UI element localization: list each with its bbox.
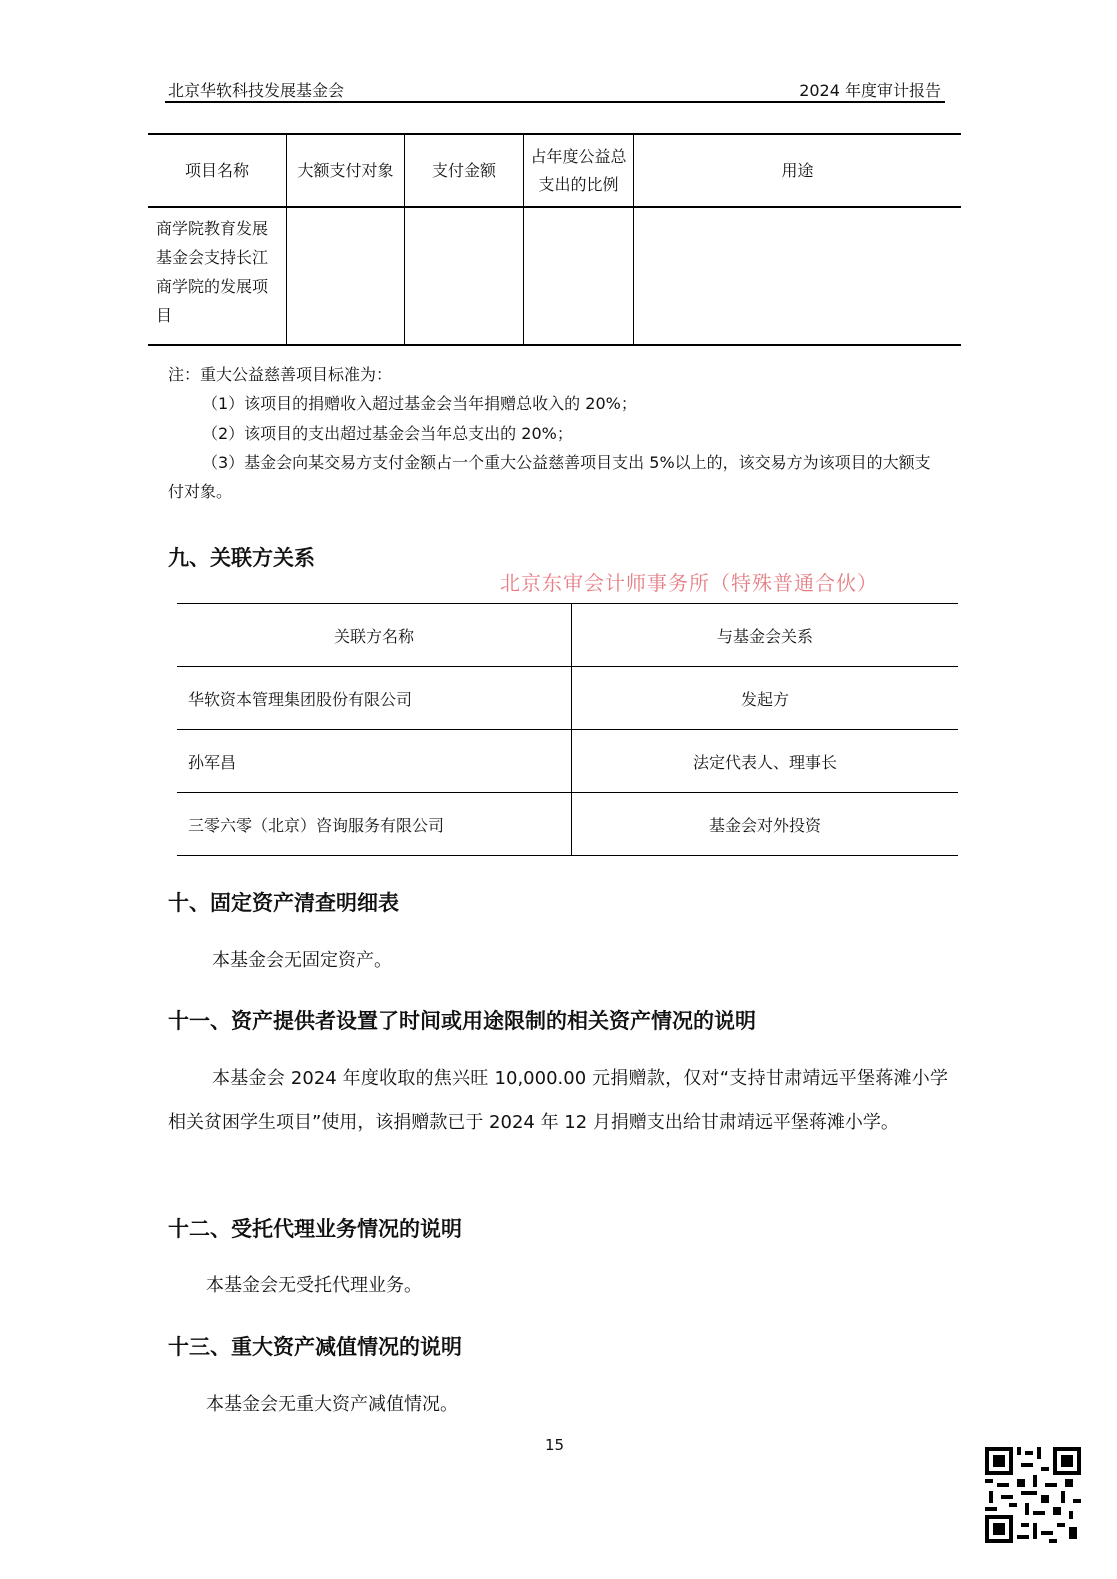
section-text: 本基金会 2024 年度收取的焦兴旺 10,000.00 元捐赠款，仅对“支持甘肃靖远平堡蒋滩小学相关贫困学生项目”使用，该捐赠款已于 2024 年 12 月捐赠支出给甘肃靖远平堡蒋滩小学。 bbox=[168, 1068, 948, 1133]
table-row bbox=[148, 207, 961, 345]
note-item: （1）该项目的捐赠收入超过基金会当年捐赠总收入的 20%； bbox=[202, 394, 637, 413]
cell: 法定代表人、理事长 bbox=[572, 730, 959, 793]
major-project-table bbox=[148, 133, 961, 346]
table-header-row bbox=[148, 134, 961, 207]
cell: 孙军昌 bbox=[177, 730, 572, 793]
section-heading: 九、关联方关系 bbox=[168, 545, 315, 570]
cell: 三零六零（北京）咨询服务有限公司 bbox=[177, 793, 572, 856]
cell bbox=[287, 207, 405, 345]
cell: 基金会对外投资 bbox=[572, 793, 959, 856]
table-header-row bbox=[177, 604, 958, 667]
col-header: 支付金额 bbox=[405, 134, 524, 207]
table-row bbox=[177, 793, 958, 856]
note-item: （2）该项目的支出超过基金会当年总支出的 20%； bbox=[202, 424, 573, 443]
col-header: 用途 bbox=[634, 134, 962, 207]
cell: 发起方 bbox=[572, 667, 959, 730]
note-item: （3）基金会向某交易方支付金额占一个重大公益慈善项目支出 5%以上的，该交易方为该项目的大额支付对象。 bbox=[168, 453, 931, 501]
header-org: 北京华软科技发展基金会 bbox=[168, 81, 345, 100]
col-header: 关联方名称 bbox=[177, 604, 572, 667]
section-heading: 十二、受托代理业务情况的说明 bbox=[168, 1216, 462, 1241]
cell bbox=[634, 207, 962, 345]
header-divider bbox=[165, 101, 945, 103]
header-report: 2024 年度审计报告 bbox=[799, 81, 941, 100]
cell: 华软资本管理集团股份有限公司 bbox=[177, 667, 572, 730]
section-heading: 十、固定资产清查明细表 bbox=[168, 890, 399, 915]
section-heading: 十三、重大资产减值情况的说明 bbox=[168, 1334, 462, 1359]
table-row bbox=[177, 667, 958, 730]
col-header: 占年度公益总支出的比例 bbox=[524, 134, 634, 207]
col-header: 与基金会关系 bbox=[716, 626, 813, 646]
note-intro: 注：重大公益慈善项目标准为： bbox=[168, 365, 393, 384]
page-number: 15 bbox=[544, 1436, 565, 1454]
table-row bbox=[177, 730, 958, 793]
audit-stamp: 北京东审会计师事务所（特殊普通合伙） bbox=[500, 571, 878, 595]
col-header: 项目名称 bbox=[148, 134, 287, 207]
cell bbox=[524, 207, 634, 345]
cell: 商学院教育发展基金会支持长江商学院的发展项目 bbox=[156, 219, 269, 325]
section-text: 本基金会无重大资产减值情况。 bbox=[206, 1394, 458, 1415]
section-heading: 十一、资产提供者设置了时间或用途限制的相关资产情况的说明 bbox=[168, 1008, 756, 1033]
related-party-table bbox=[177, 603, 958, 856]
section-text: 本基金会无固定资产。 bbox=[212, 950, 392, 971]
qr-code-icon bbox=[985, 1446, 1081, 1544]
section-text: 本基金会无受托代理业务。 bbox=[206, 1275, 422, 1296]
col-header: 大额支付对象 bbox=[287, 134, 405, 207]
cell bbox=[405, 207, 524, 345]
